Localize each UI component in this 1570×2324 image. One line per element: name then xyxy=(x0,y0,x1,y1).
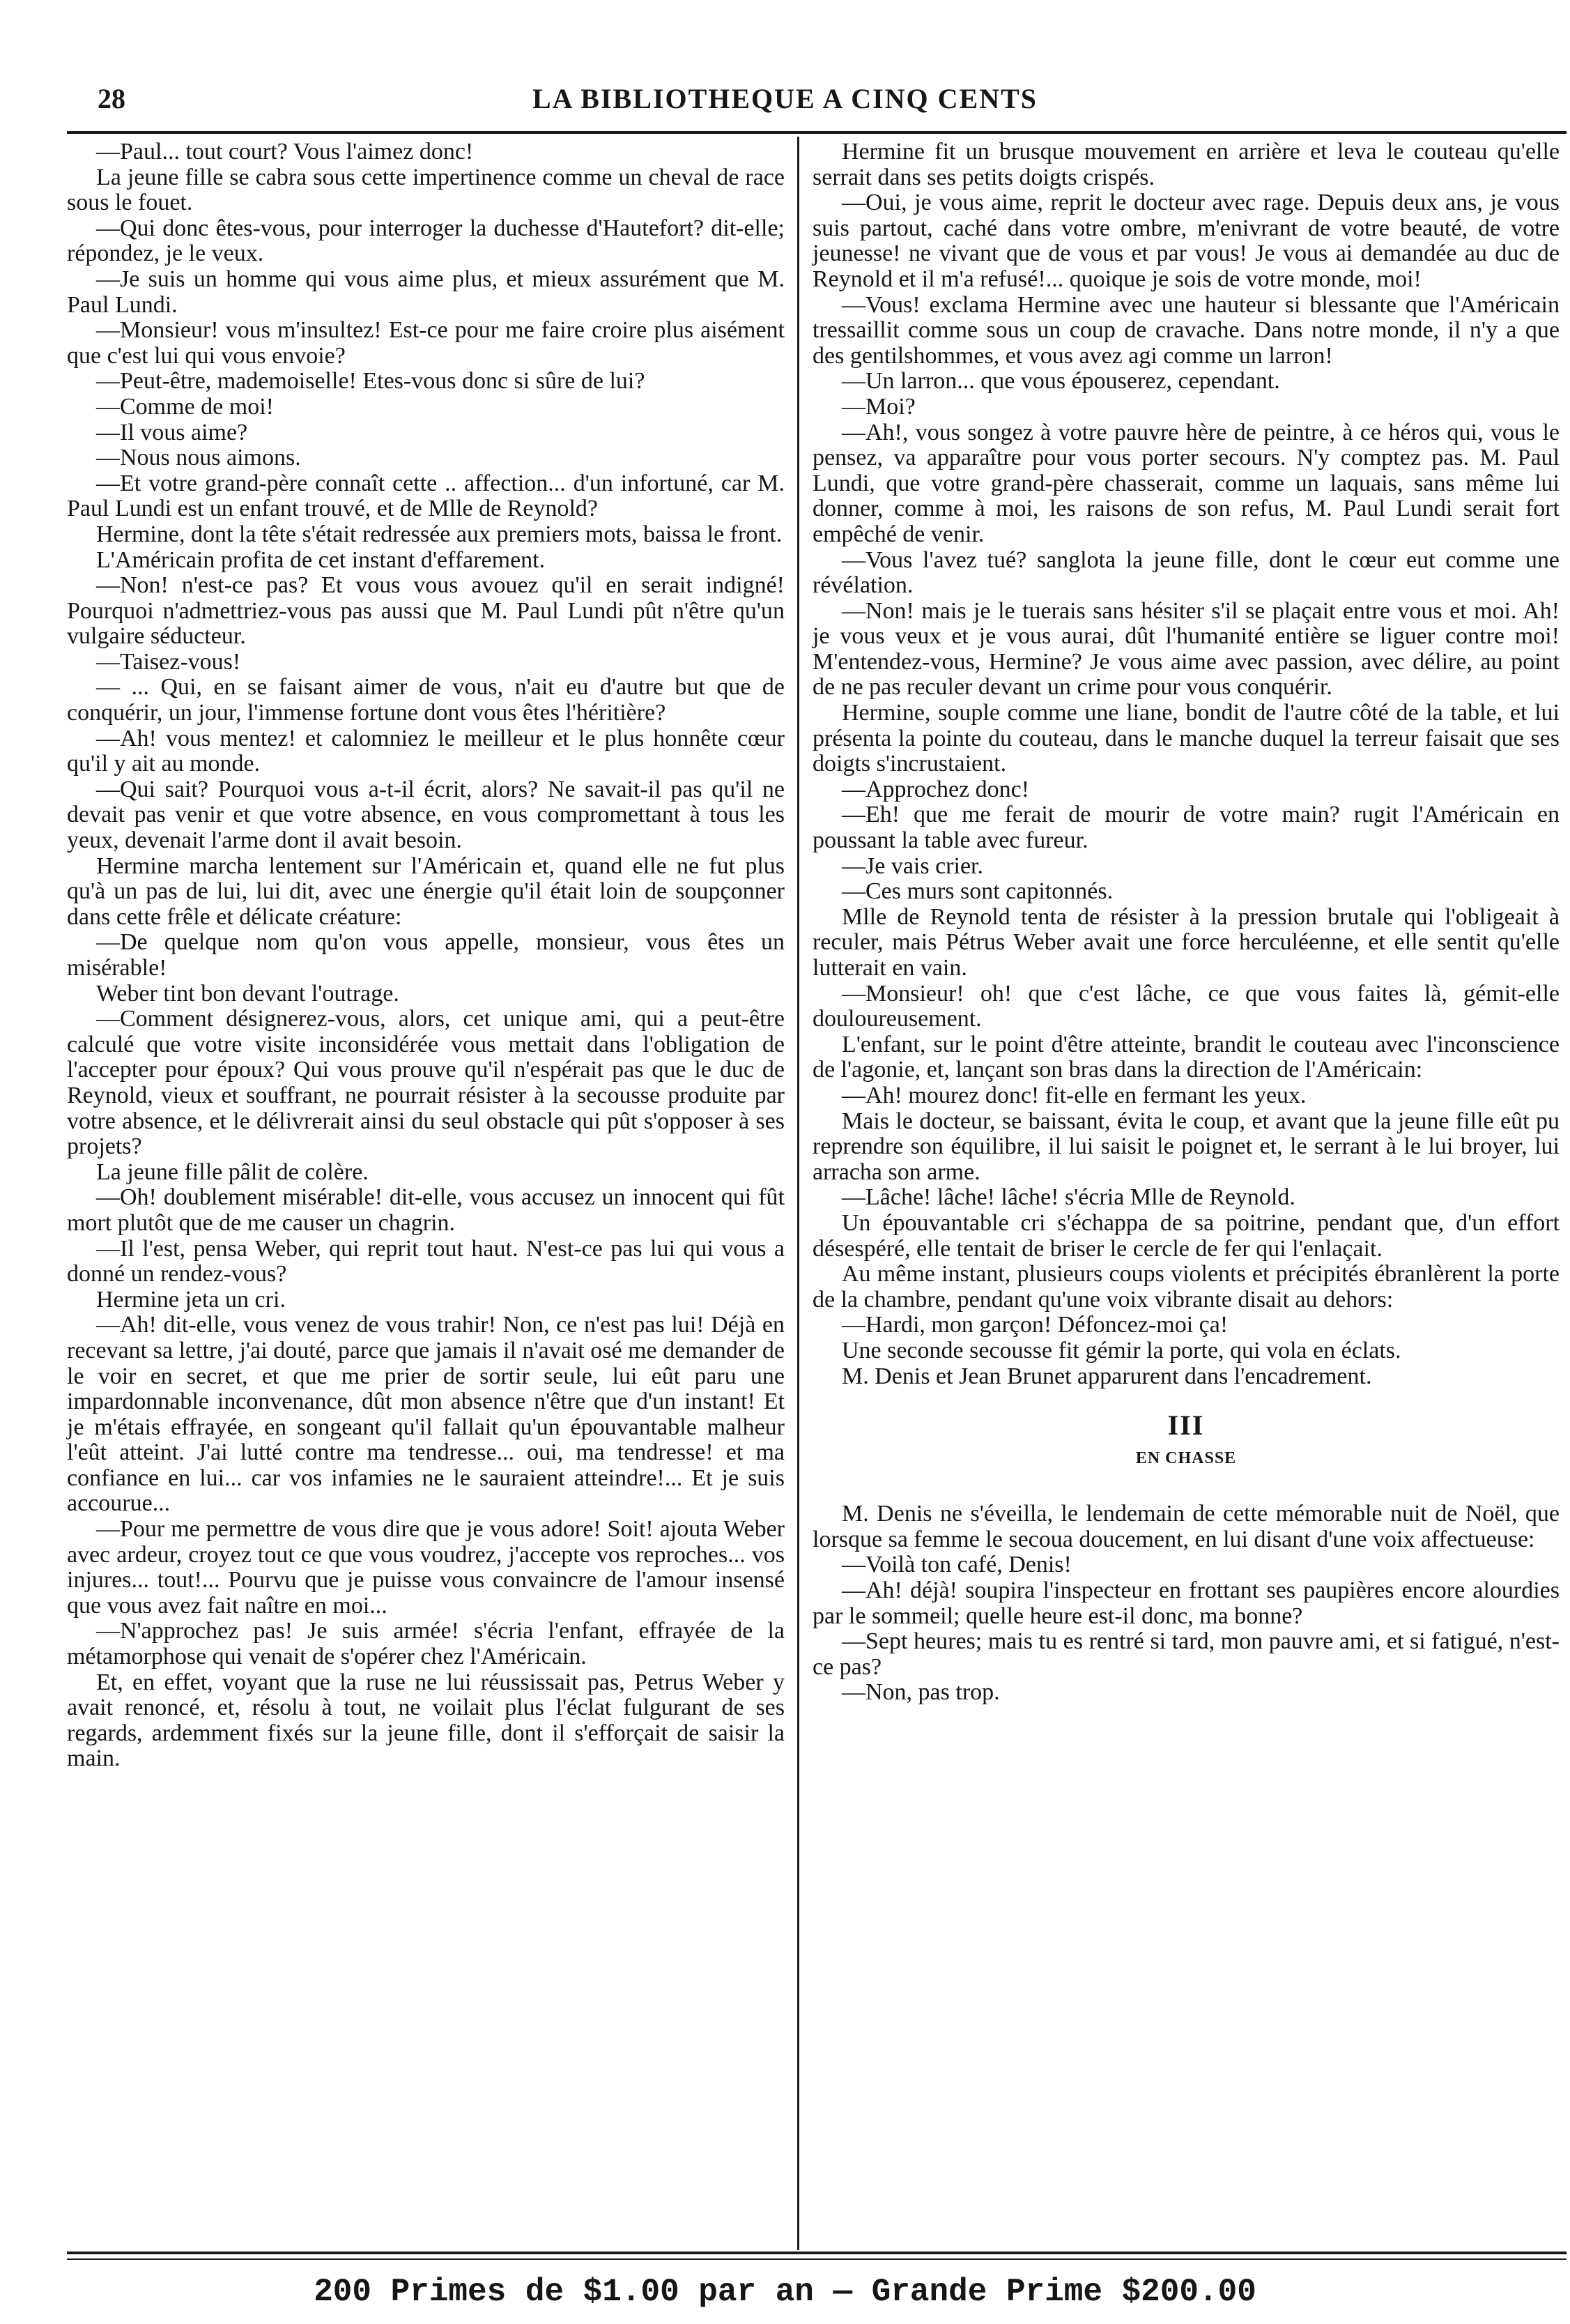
paragraph: —Non, pas trop. xyxy=(842,1679,1000,1706)
paragraph: —Oh! doublement misérable! dit-elle, vous accusez un innocent qui fût mort plutôt que de me causer un chagrin. xyxy=(67,1184,785,1236)
paragraph: —N'approchez pas! Je suis armée! s'écria l'enfant, effrayée de la métamorphose qui venait de s'opérer chez l'Américain. xyxy=(67,1618,785,1670)
paragraph: Un épouvantable cri s'échappa de sa poitrine, pendant que, d'un effort désespéré, elle tentait de briser le cercle de fer qui l'enlaçait. xyxy=(813,1209,1560,1262)
paragraph: —Qui donc êtes-vous, pour interroger la duchesse d'Hautefort? dit-elle; répondez, je le veux. xyxy=(67,215,785,267)
paragraph: Une seconde secousse fit gémir la porte, qui vola en éclats. xyxy=(842,1337,1401,1363)
paragraph: —Moi? xyxy=(842,393,916,420)
paragraph: Mlle de Reynold tenta de résister à la pression brutale qui l'obligeait à reculer, mais Pétrus Weber avait une force herculéenne, et elle sentit qu'elle lutterait en vain. xyxy=(813,903,1560,981)
footer-banner: 200 Primes de $1.00 par an — Grande Prime $200.00 xyxy=(314,2274,1256,2310)
paragraph: —Eh! que me ferait de mourir de votre main? rugit l'Américain en poussant la table avec fureur. xyxy=(813,802,1560,854)
paragraph: —Qui sait? Pourquoi vous a-t-il écrit, alors? Ne savait-il pas qu'il ne devait pas venir et que votre absence, en vous compromettant à tous les yeux, devenait l'arme dont il avait besoin. xyxy=(67,776,785,854)
paragraph: —Je vais crier. xyxy=(842,853,983,879)
paragraph: Hermine, dont la tête s'était redressée aux premiers mots, baissa le front. xyxy=(96,521,783,547)
section-title: EN CHASSE xyxy=(1135,1448,1237,1467)
paragraph: —Un larron... que vous épouserez, cependant. xyxy=(842,368,1280,395)
paragraph: —Comment désignerez-vous, alors, cet unique ami, qui a peut-être calculé que votre visite inconsidérée vous mettait dans l'obligation de l'accepter pour époux? Qui vous prouve qu'il n'espérait pas que le duc de Reynold, vieux et souffrant, ne pourrait résister à la secousse produite par votre absence, et le délivrerait ainsi du seul obstacle qui pût s'opposer à ses projets? xyxy=(67,1006,785,1160)
paragraph: La jeune fille se cabra sous cette impertinence comme un cheval de race sous le fouet. xyxy=(67,164,785,216)
paragraph: — ... Qui, en se faisant aimer de vous, n'ait eu d'autre but que de conquérir, un jour, l'immense fortune dont vous êtes l'héritière? xyxy=(67,674,785,726)
paragraph: —De quelque nom qu'on vous appelle, monsieur, vous êtes un misérable! xyxy=(67,929,785,981)
paragraph: —Il vous aime? xyxy=(96,419,248,445)
running-title: LA BIBLIOTHEQUE A CINQ CENTS xyxy=(532,83,1038,114)
paragraph: —Monsieur! oh! que c'est lâche, ce que vous faites là, gémit-elle douloureusement. xyxy=(813,980,1560,1032)
paragraph: Hermine marcha lentement sur l'Américain et, quand elle ne fut plus qu'à un pas de lui, lui dit, avec une énergie qu'il était loin de soupçonner dans cette frêle et délicate créature: xyxy=(67,853,785,930)
paragraph: —Taisez-vous! xyxy=(96,648,241,675)
paragraph: —Vous! exclama Hermine avec une hauteur si blessante que l'Américain tressaillit comme sous un coup de cravache. Dans notre monde, il n'y a que des gentilshommes, et vous avez agi comme un larron! xyxy=(813,291,1560,369)
left-column xyxy=(67,139,785,1772)
paragraph: —Ah!, vous songez à votre pauvre hère de peintre, à ce héros qui, vous le pensez, va apparaître pour vous porter secours. N'y comptez pas. M. Paul Lundi, que votre grand-père chasserait, comme un laquais, sans même lui donner, comme à moi, les raisons de son refus, M. Paul Lundi serait fort empêché de venir. xyxy=(813,419,1560,547)
paragraph: —Sept heures; mais tu es rentré si tard, mon pauvre ami, et si fatigué, n'est-ce pas? xyxy=(813,1628,1560,1680)
paragraph: —Voilà ton café, Denis! xyxy=(842,1552,1072,1578)
paragraph: —Non! n'est-ce pas? Et vous vous avouez qu'il en serait indigné! Pourquoi n'admettriez-vous pas aussi que M. Paul Lundi pût n'être qu'un vulgaire séducteur. xyxy=(67,572,785,650)
paragraph: —Hardi, mon garçon! Défoncez-moi ça! xyxy=(842,1312,1229,1338)
paragraph: —Et votre grand-père connaît cette .. affection... d'un infortuné, car M. Paul Lundi est un enfant trouvé, et de Mlle de Reynold? xyxy=(67,470,785,522)
paragraph: —Vous l'avez tué? sanglota la jeune fille, dont le cœur eut comme une révélation. xyxy=(813,546,1560,599)
paragraph: —Paul... tout court? Vous l'aimez donc! xyxy=(96,139,474,165)
paragraph: —Ah! dit-elle, vous venez de vous trahir! Non, ce n'est pas lui! Déjà en recevant sa lettre, j'ai douté, parce que jamais il n'avait osé me demander de le voir en secret, et que me prier de sortir seule, lui eût paru une impardonnable inconvenance, dût mon absence n'être que d'un instant! Et je m'étais effrayée, en songeant qu'il fallait qu'un épouvantable malheur l'eût atteint. J'ai lutté contre ma tendresse... oui, ma tendresse! et ma confiance en lui... car vos infamies ne le sauraient atteindre!... Et je suis accourue... xyxy=(67,1312,785,1517)
paragraph: L'enfant, sur le point d'être atteinte, brandit le couteau avec l'inconscience de l'agonie, et, lançant son bras dans la direction de l'Américain: xyxy=(813,1031,1560,1083)
paragraph: —Comme de moi! xyxy=(96,393,274,420)
paragraph: —Ah! mourez donc! fit-elle en fermant les yeux. xyxy=(842,1082,1307,1108)
paragraph: —Pour me permettre de vous dire que je vous adore! Soit! ajouta Weber avec ardeur, croyez tout ce que vous voudrez, j'accepte vos reproches... vos injures... tout!... Pourvu que je puisse vous convaincre de l'amour insensé que vous avez fait naître en moi... xyxy=(67,1516,785,1619)
paragraph: —Oui, je vous aime, reprit le docteur avec rage. Depuis deux ans, je vous suis partout, caché dans votre ombre, m'enivrant de votre beauté, de votre jeunesse! ne vivant que de vous et par vous! Je vous ai demandée au duc de Reynold et il m'a refusé!... quoique je sois de votre monde, moi! xyxy=(813,190,1560,292)
paragraph: —Peut-être, mademoiselle! Etes-vous donc si sûre de lui? xyxy=(96,368,645,395)
paragraph: —Je suis un homme qui vous aime plus, et mieux assurément que M. Paul Lundi. xyxy=(67,266,785,318)
paragraph: —Monsieur! vous m'insultez! Est-ce pour me faire croire plus aisément que c'est lui qui vous envoie? xyxy=(67,317,785,369)
paragraph: Weber tint bon devant l'outrage. xyxy=(96,980,399,1007)
paragraph: Hermine, souple comme une liane, bondit de l'autre côté de la table, et lui présenta la pointe du couteau, dans le manche duquel la terreur faisait que ses doigts s'incrustaient. xyxy=(813,700,1560,777)
right-column-text-continued xyxy=(813,1501,1560,1706)
paragraph: La jeune fille pâlit de colère. xyxy=(96,1159,369,1185)
footer-rule-thin xyxy=(67,2258,1567,2260)
section-number: III xyxy=(1167,1409,1205,1442)
paragraph: Mais le docteur, se baissant, évita le coup, et avant que la jeune fille eût pu reprendre son équilibre, il lui saisit le poignet et, le serrant à le lui broyer, lui arracha son arme. xyxy=(813,1108,1560,1185)
right-column-text xyxy=(813,139,1560,1389)
paragraph: —Nous nous aimons. xyxy=(96,445,301,471)
paragraph: —Il l'est, pensa Weber, qui reprit tout haut. N'est-ce pas lui qui vous a donné un rendez-vous? xyxy=(67,1235,785,1287)
column-divider xyxy=(797,137,799,2250)
right-column xyxy=(813,139,1560,1706)
paragraph: Et, en effet, voyant que la ruse ne lui réussissait pas, Petrus Weber y avait renoncé, et, résolu à tout, ne voilait plus l'éclat fulgurant de ses regards, ardemment fixés sur la jeune fille, dont il s'efforçait de saisir la main. xyxy=(67,1669,785,1772)
paragraph: M. Denis et Jean Brunet apparurent dans l'encadrement. xyxy=(842,1363,1372,1389)
paragraph: —Lâche! lâche! lâche! s'écria Mlle de Reynold. xyxy=(842,1184,1295,1211)
paragraph: Hermine fit un brusque mouvement en arrière et leva le couteau qu'elle serrait dans ses petits doigts crispés. xyxy=(813,139,1560,190)
footer-rule-thick xyxy=(67,2252,1567,2254)
page-number: 28 xyxy=(98,83,125,114)
paragraph: —Ces murs sont capitonnés. xyxy=(842,878,1114,905)
paragraph: Au même instant, plusieurs coups violents et précipités ébranlèrent la porte de la chambre, pendant qu'une voix vibrante disait au dehors: xyxy=(813,1261,1560,1313)
paragraph: —Ah! déjà! soupira l'inspecteur en frottant ses paupières encore alourdies par le sommeil; quelle heure est-il donc, ma bonne? xyxy=(813,1577,1560,1629)
paragraph: M. Denis ne s'éveilla, le lendemain de cette mémorable nuit de Noël, que lorsque sa femme le secoua doucement, en lui disant d'une voix affectueuse: xyxy=(813,1501,1560,1552)
paragraph: —Ah! vous mentez! et calomniez le meilleur et le plus honnête cœur qu'il y ait au monde. xyxy=(67,725,785,777)
paragraph: Hermine jeta un cri. xyxy=(96,1286,286,1313)
paragraph: —Approchez donc! xyxy=(842,776,1030,802)
paragraph: —Non! mais je le tuerais sans hésiter s'il se plaçait entre vous et moi. Ah! je vous veux et je vous aurai, dût l'humanité entière se liguer contre moi! M'entendez-vous, Hermine? Je vous aime avec passion, avec délire, au point de ne pas reculer devant un crime pour vous conquérir. xyxy=(813,597,1560,701)
header-rule xyxy=(67,131,1567,134)
paragraph: L'Américain profita de cet instant d'effarement. xyxy=(96,546,546,573)
